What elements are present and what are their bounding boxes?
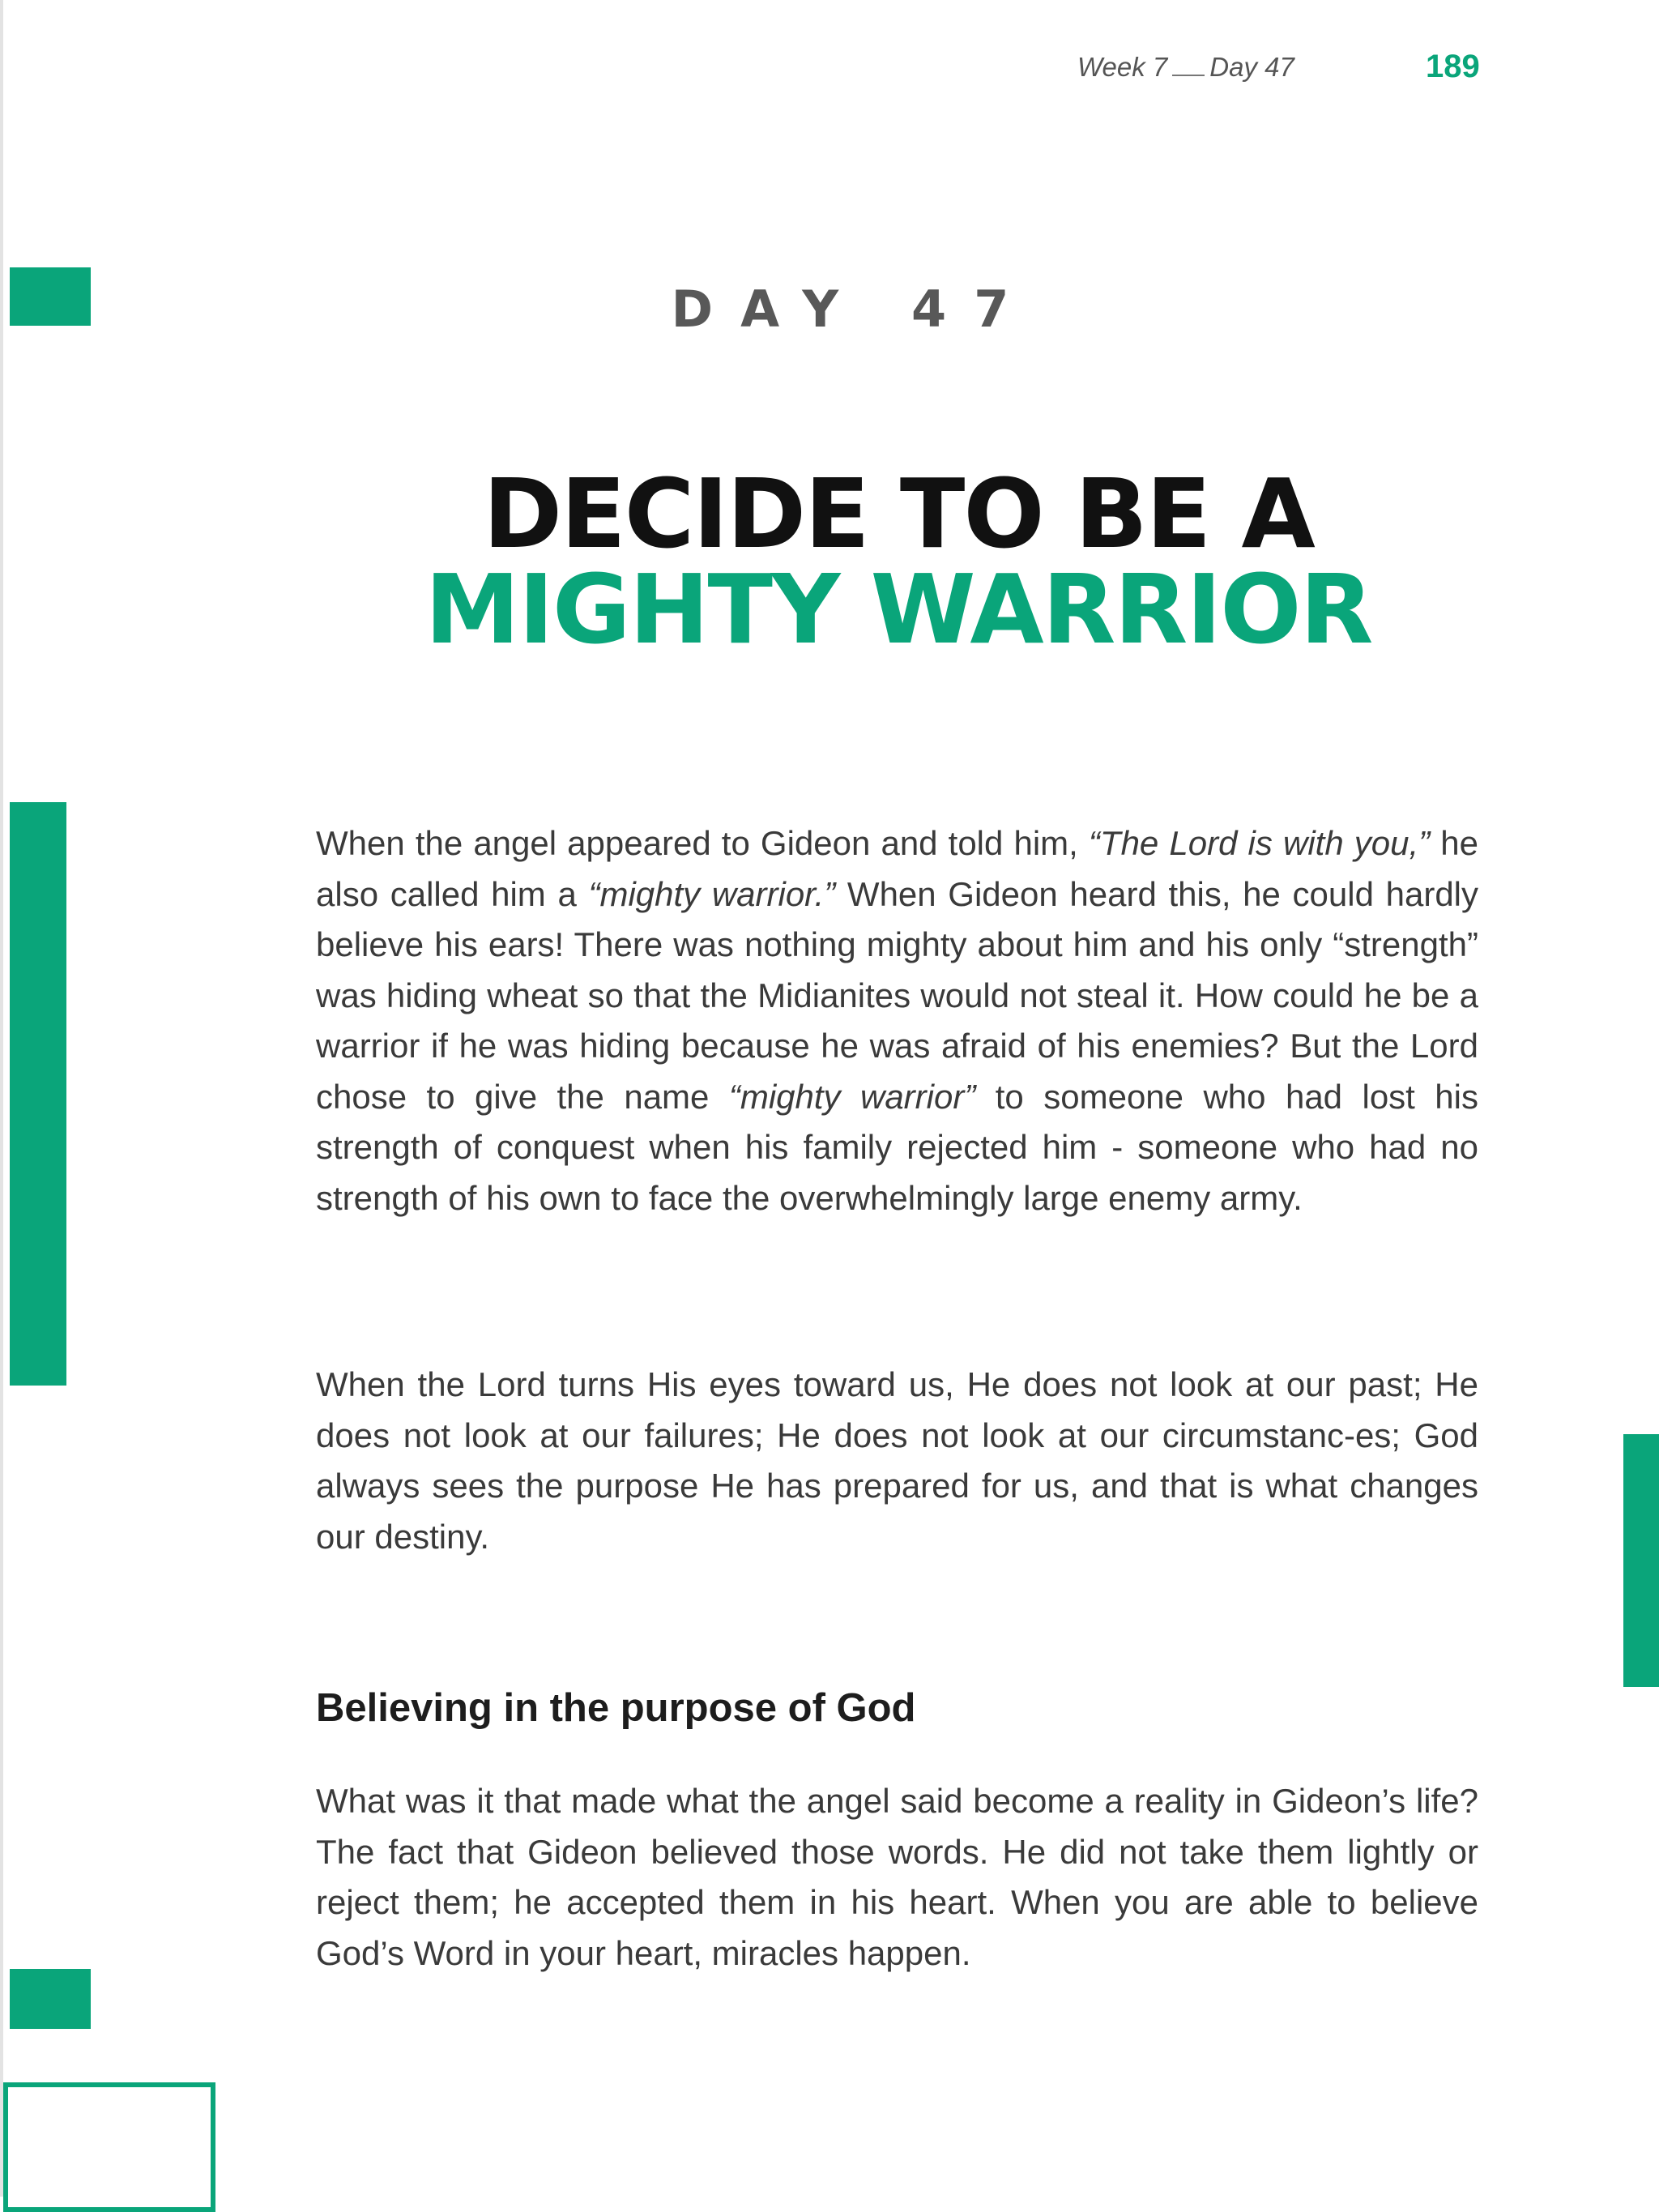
decorative-outline-box bbox=[3, 2082, 215, 2212]
text-run: When the angel appeared to Gideon and told him, bbox=[316, 824, 1089, 862]
text-run: he also called him a bbox=[316, 824, 1478, 913]
section-subheading: Believing in the purpose of God bbox=[316, 1686, 916, 1730]
page-title bbox=[0, 458, 1659, 665]
body-paragraph-1 bbox=[316, 818, 1478, 1223]
italic-quote: “mighty warrior” bbox=[728, 1077, 976, 1116]
paragraph-3-text: What was it that made what the angel said become a reality in Gideon’s life? The fact that Gideon believed those words. He did not take them lightly or reject them; he accepted them in his heart. When you are able to believe God’s Word in your heart, miracles happen. bbox=[316, 1782, 1478, 1972]
text-run: When Gideon heard this, he could hardly believe his ears! There was nothing mighty about him and his only “strength” was hiding wheat so that the Midianites would not steal it. How could he be a warrior if he was hiding because he was afraid of his enemies? But the Lord chose to give the name bbox=[316, 874, 1479, 1116]
header-week: Week 7 bbox=[1077, 52, 1168, 82]
running-header bbox=[1077, 52, 1294, 83]
decorative-bar bbox=[1623, 1434, 1659, 1687]
title-line-2: MIGHTY WARRIOR bbox=[424, 553, 1372, 665]
title-line-1: DECIDE TO BE A bbox=[483, 458, 1314, 570]
body-paragraph-3 bbox=[316, 1776, 1478, 1979]
paragraph-2-text: When the Lord turns His eyes toward us, He does not look at our past; He does not look at our failures; He does not look at our circumstanc-es; God always sees the purpose He has prepared for us, and that is what changes our destiny. bbox=[316, 1365, 1478, 1556]
day-label: DAY 47 bbox=[671, 280, 1037, 339]
paragraph-1-text bbox=[316, 818, 1478, 1223]
page-number: 189 bbox=[1426, 49, 1480, 84]
decorative-bar bbox=[10, 802, 66, 1386]
body-paragraph-2 bbox=[316, 1360, 1478, 1562]
italic-quote: “mighty warrior.” bbox=[588, 874, 836, 913]
header-separator bbox=[1172, 57, 1205, 76]
decorative-bar bbox=[10, 1969, 91, 2029]
italic-quote: “The Lord is with you,” bbox=[1088, 824, 1431, 862]
text-run: to someone who had lost his strength of conquest when his family rejected him - someone who had no strength of his own to face the overwhelmingly large enemy army. bbox=[316, 1077, 1478, 1217]
header-day: Day 47 bbox=[1209, 52, 1294, 82]
